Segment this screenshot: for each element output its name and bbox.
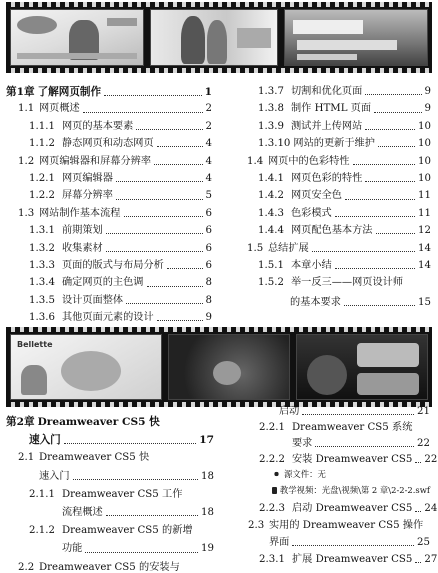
toc-page-number: 10 (418, 120, 431, 132)
toc-entry (258, 174, 431, 184)
toc-label: 的基本要求 (290, 296, 341, 308)
toc-page-number: 2 (205, 103, 212, 115)
toc-entry (258, 191, 431, 201)
toc-page-number: 25 (417, 537, 430, 548)
toc-page-number: 6 (205, 242, 212, 254)
toc-number: 2.2.3 (259, 503, 285, 514)
toc-number: 第2章 (6, 416, 35, 428)
toc-number: 1.5.2 (258, 277, 284, 289)
toc-page-number: 9 (205, 312, 212, 324)
toc-entry (18, 104, 212, 114)
toc-entry (258, 104, 431, 114)
toc-number: 1.4.2 (258, 190, 284, 202)
toc-label: 网站制作基本流程 (39, 207, 121, 219)
toc-leader-dots (365, 94, 421, 95)
toc-leader-dots (292, 545, 414, 546)
web-screenshot-6 (296, 334, 428, 400)
toc-number: 1.3.7 (258, 86, 284, 97)
web-screenshot-5 (168, 334, 290, 400)
toc-leader-dots (415, 462, 421, 463)
screenshot-logo-text: Bellette (17, 340, 53, 349)
toc-leader-dots (104, 95, 202, 96)
toc-label: 网页编辑器和屏幕分辨率 (39, 155, 152, 167)
toc-leader-dots (154, 164, 202, 165)
toc-leader-dots (83, 112, 203, 113)
toc-label: 扩展 Dreamweaver CS5 (292, 554, 413, 565)
toc-label: 源文件：无 (284, 469, 326, 479)
toc-number: 1.3.2 (29, 242, 55, 254)
toc-number: 1.3.10 (258, 138, 291, 150)
toc-page-number: 6 (205, 225, 212, 237)
toc-leader-dots (85, 552, 198, 553)
toc-leader-dots (136, 129, 202, 130)
toc-page-number: 15 (418, 296, 431, 308)
toc-label: 前期策划 (62, 225, 103, 237)
toc-label: 安装 Dreamweaver CS5 (292, 454, 413, 465)
toc-number: 2.3.1 (259, 554, 285, 565)
toc-number: 2.2 (18, 561, 35, 573)
toc-label: 页面的版式与布局分析 (62, 260, 164, 271)
toc-number: 1.4.1 (258, 173, 284, 184)
toc-label: Dreamweaver CS5 系统 (292, 422, 413, 433)
toc-entry (259, 423, 430, 433)
toc-page-number: 18 (201, 470, 214, 482)
toc-leader-dots (124, 216, 203, 217)
toc-entry (18, 563, 214, 573)
toc-leader-dots (106, 515, 198, 516)
film-perforation (6, 68, 432, 73)
toc-page-number: 17 (199, 434, 214, 447)
toc-label: 网页配色基本方法 (291, 225, 373, 237)
toc-page-number: 4 (205, 173, 212, 184)
web-screenshot-2 (150, 9, 278, 66)
toc-page-number: 21 (417, 406, 430, 417)
toc-number: 1.3.5 (29, 294, 55, 306)
toc-label: 色彩模式 (291, 207, 332, 219)
toc-label: 网页色彩的特性 (291, 173, 363, 184)
top-banner (6, 2, 432, 73)
toc-entry (292, 439, 430, 449)
toc-leader-dots (365, 129, 415, 130)
toc-page-number: 14 (418, 260, 431, 271)
film-perforation (6, 327, 432, 332)
toc-page-number: 4 (205, 155, 212, 167)
toc-label: 教学视频：光盘\视频\第 2 章\2-2-2.swf (279, 485, 430, 495)
toc-page-number: 1 (204, 86, 212, 98)
toc-entry (29, 490, 214, 500)
toc-label: 实用的 Dreamweaver CS5 操作 (269, 520, 424, 531)
toc-page-number: 5 (205, 190, 212, 202)
toc-entry (259, 503, 438, 514)
toc-entry (18, 209, 212, 219)
toc-label: 启动 (279, 406, 300, 417)
toc-number: 1.5.1 (258, 260, 284, 271)
toc-leader-dots (374, 112, 421, 113)
toc-page-number: 24 (424, 503, 438, 514)
toc-entry (39, 472, 214, 482)
toc-page-number: 18 (201, 507, 214, 518)
toc-number: 1.2.1 (29, 173, 55, 184)
toc-leader-dots (312, 251, 415, 252)
toc-leader-dots (157, 320, 203, 321)
toc-leader-dots (335, 268, 415, 269)
toc-number: 2.1.2 (29, 525, 55, 537)
toc-label: Dreamweaver CS5 工作 (62, 488, 183, 500)
toc-number: 第1章 (6, 86, 35, 98)
toc-label: 测试并上传网站 (291, 120, 363, 132)
toc-page-number: 2 (205, 120, 212, 132)
toc-number: 1.2.2 (29, 190, 55, 202)
toc-entry (29, 261, 212, 271)
toc-leader-dots (344, 305, 415, 306)
toc-leader-dots (315, 446, 414, 447)
toc-entry (248, 521, 430, 531)
toc-entry (258, 87, 431, 97)
toc-label: 网页概述 (39, 103, 80, 115)
toc-number: 1.4.3 (258, 207, 284, 219)
toc-leader-dots (167, 268, 203, 269)
toc-entry (29, 278, 212, 288)
film-perforation (6, 2, 432, 7)
toc-number: 1.4 (247, 155, 264, 167)
toc-number: 1.5 (247, 242, 264, 254)
toc-number: 1.2 (18, 155, 35, 167)
toc-leader-dots (376, 233, 416, 234)
toc-label: 功能 (62, 543, 83, 555)
toc-label: 静态网页和动态网页 (62, 138, 154, 150)
toc-number: 1.1.2 (29, 138, 55, 150)
toc-page-number: 6 (205, 260, 212, 271)
toc-number: 1.3.4 (29, 277, 55, 289)
toc-entry (258, 209, 431, 219)
toc-page-number: 9 (424, 86, 431, 97)
toc-label: 了解网页制作 (37, 86, 102, 98)
bottom-banner (6, 327, 432, 407)
toc-entry (247, 157, 431, 167)
toc-entry (29, 313, 212, 323)
toc-label: 网页编辑器 (62, 173, 113, 184)
toc-number: 2.1.1 (29, 488, 55, 500)
toc-leader-dots (157, 146, 203, 147)
toc-label: Dreamweaver CS5 快 (37, 416, 160, 428)
toc-entry (18, 453, 214, 463)
toc-label: Dreamweaver CS5 的安装与 (39, 561, 180, 573)
toc-page-number: 8 (205, 277, 212, 289)
toc-label: 举一反三——网页设计师 (291, 277, 404, 289)
toc-number: 1.3.3 (29, 260, 55, 271)
toc-number: 2.3 (248, 520, 265, 531)
video-icon (272, 487, 277, 494)
toc-label: 网站的更新于维护 (293, 138, 375, 150)
toc-number: 1.3.6 (29, 312, 55, 324)
toc-label: 要求 (292, 438, 313, 449)
toc-page-number: 19 (201, 543, 214, 555)
toc-leader-dots (147, 286, 203, 287)
toc-page-number: 22 (424, 454, 438, 465)
toc-leader-dots (106, 251, 203, 252)
toc-leader-dots (126, 303, 202, 304)
toc-label: 流程概述 (62, 507, 103, 518)
toc-number: 1.1 (18, 103, 35, 115)
toc-entry (29, 122, 212, 132)
web-screenshot-3 (284, 9, 428, 66)
toc-number: 1.3.1 (29, 225, 55, 237)
toc-entry (258, 139, 431, 149)
toc-page-number: 10 (418, 155, 431, 167)
toc-page-number: 12 (418, 225, 431, 237)
toc-leader-dots (302, 414, 414, 415)
toc-entry (258, 122, 431, 132)
toc-label: 网页安全色 (291, 190, 342, 202)
toc-entry (29, 435, 214, 446)
toc-entry (18, 157, 212, 167)
toc-number: 1.1.1 (29, 120, 55, 132)
toc-entry (29, 226, 212, 236)
toc-page-number: 8 (205, 294, 212, 306)
toc-label: 切割和优化页面 (291, 86, 363, 97)
toc-entry (29, 174, 212, 184)
toc-page-number: 10 (418, 138, 431, 150)
toc-entry (29, 191, 212, 201)
toc-page-number: 14 (418, 242, 431, 254)
toc-entry (29, 139, 212, 149)
toc-label: 总结扩展 (268, 242, 309, 254)
toc-label: 收集素材 (62, 242, 103, 254)
web-screenshot-4 (10, 334, 162, 400)
toc-page-number: 11 (418, 207, 431, 219)
toc-number: 1.3 (18, 207, 35, 219)
toc-leader-dots (365, 181, 415, 182)
file-icon (272, 470, 281, 478)
toc-leader-dots (335, 216, 415, 217)
toc-page-number: 9 (424, 103, 431, 115)
toc-entry (62, 508, 214, 518)
toc-page-number: 22 (417, 438, 430, 449)
toc-label: 启动 Dreamweaver CS5 (292, 503, 413, 514)
toc-label: 网页中的色彩特性 (268, 155, 350, 167)
toc-entry (272, 486, 430, 494)
toc-entry (259, 554, 438, 565)
toc-leader-dots (353, 164, 416, 165)
toc-entry (62, 544, 214, 554)
toc-page-number: 27 (424, 554, 438, 565)
toc-number: 1.3.8 (258, 103, 284, 115)
toc-leader-dots (73, 479, 198, 480)
toc-entry (29, 296, 212, 306)
toc-label: 屏幕分辨率 (62, 190, 113, 202)
toc-entry (279, 407, 430, 417)
toc-label: 设计页面整体 (62, 294, 124, 306)
toc-number: 1.4.4 (258, 225, 284, 237)
toc-leader-dots (116, 181, 203, 182)
toc-entry (29, 526, 214, 536)
toc-leader-dots (415, 562, 421, 563)
toc-entry (258, 261, 431, 271)
web-screenshot-1 (10, 9, 144, 66)
toc-entry (6, 87, 212, 98)
toc-leader-dots (106, 233, 203, 234)
toc-number: 2.2.1 (259, 422, 285, 433)
toc-label: 确定网页的主色调 (62, 277, 144, 289)
toc-leader-dots (415, 511, 421, 512)
toc-page-number: 10 (418, 173, 431, 184)
toc-leader-dots (64, 443, 196, 444)
toc-number: 1.3.9 (258, 120, 284, 132)
toc-leader-dots (345, 199, 415, 200)
toc-number: 2.2.2 (259, 454, 285, 465)
toc-entry (272, 470, 430, 478)
toc-page-number: 6 (205, 207, 212, 219)
toc-entry (29, 244, 212, 254)
toc-page-number: 11 (418, 190, 431, 202)
toc-label: 界面 (269, 537, 290, 548)
toc-label: 本章小结 (291, 260, 332, 271)
toc-label: 速入门 (39, 470, 70, 482)
toc-label: 网页的基本要素 (62, 120, 134, 132)
toc-entry (247, 244, 431, 254)
toc-entry (258, 226, 431, 236)
toc-number: 2.1 (18, 452, 35, 464)
toc-label: 其他页面元素的设计 (62, 312, 154, 324)
toc-page-number: 4 (205, 138, 212, 150)
toc-entry (258, 278, 431, 288)
toc-entry (269, 538, 430, 548)
toc-label: 速入门 (29, 434, 61, 447)
toc-leader-dots (116, 199, 203, 200)
toc-label: Dreamweaver CS5 快 (39, 452, 150, 464)
toc-entry (259, 454, 438, 465)
toc-leader-dots (378, 146, 415, 147)
toc-label: Dreamweaver CS5 的新增 (62, 525, 193, 537)
toc-entry (6, 417, 214, 428)
toc-entry (290, 298, 431, 308)
toc-label: 制作 HTML 页面 (291, 103, 372, 115)
